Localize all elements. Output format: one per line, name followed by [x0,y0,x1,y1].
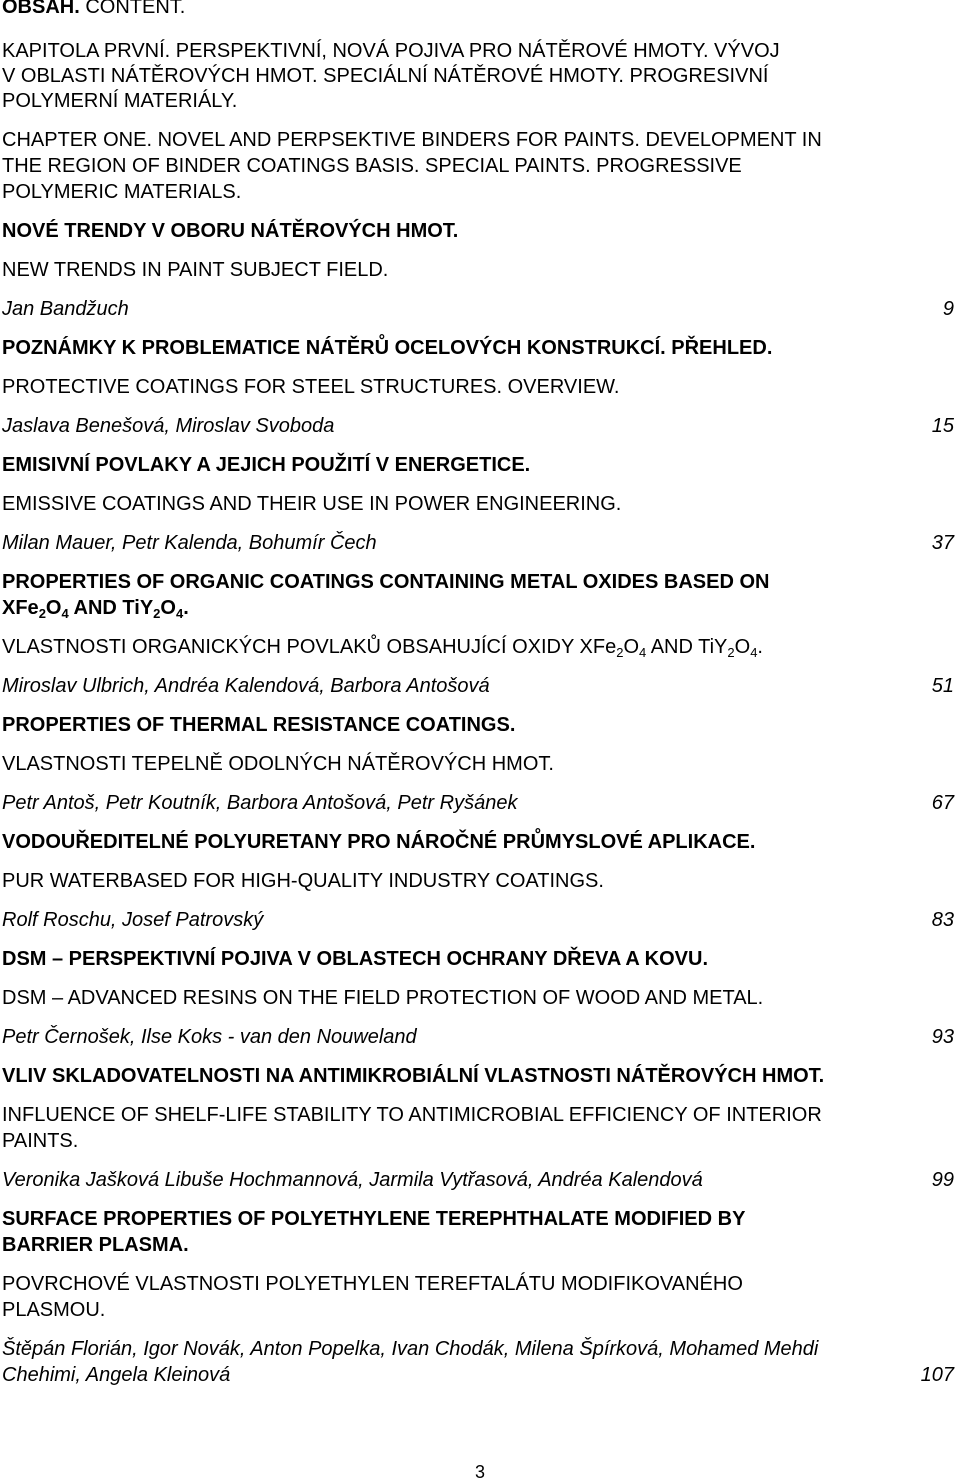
entry-9-authors-line-2: Chehimi, Angela Kleinová [2,1364,231,1386]
entry-4-page: 51 [931,675,954,697]
entry-9-title-cz-line-2: PLASMOU. [2,1299,106,1321]
entry-9-authors-row-2 [2,1362,954,1388]
chapter-title-en-line-2: THE REGION OF BINDER COATINGS BASIS. SPECIAL PAINTS. PROGRESSIVE [2,155,742,177]
chapter-title-cz-line-1: KAPITOLA PRVNÍ. PERSPEKTIVNÍ, NOVÁ POJIVA PRO NÁTĚROVÉ HMOTY. VÝVOJ [2,40,780,62]
entry-9-title-en-line-2: BARRIER PLASMA. [2,1234,189,1256]
entry-2-authors-row [2,413,954,439]
entry-5-title-en: PROPERTIES OF THERMAL RESISTANCE COATINGS. [2,714,516,736]
entry-6-title-cz: VODOUŘEDITELNÉ POLYURETANY PRO NÁROČNÉ PRŮMYSLOVÉ APLIKACE. [2,831,756,853]
entry-5-title-cz: VLASTNOSTI TEPELNĚ ODOLNÝCH NÁTĚROVÝCH HMOT. [2,753,554,775]
entry-7-authors-row [2,1024,954,1050]
chapter-title-en-line-3: POLYMERIC MATERIALS. [2,181,242,203]
entry-9-title-cz-line-1: POVRCHOVÉ VLASTNOSTI POLYETHYLEN TEREFTALÁTU MODIFIKOVANÉHO [2,1273,743,1295]
entry-2-title-cz: POZNÁMKY K PROBLEMATICE NÁTĚRŮ OCELOVÝCH KONSTRUKCÍ. PŘEHLED. [2,337,773,359]
entry-1-title-en: NEW TRENDS IN PAINT SUBJECT FIELD. [2,259,389,281]
entry-3-authors-row [2,530,954,556]
chapter-title-cz-line-2: V OBLASTI NÁTĚROVÝCH HMOT. SPECIÁLNÍ NÁTĚROVÉ HMOTY. PROGRESIVNÍ [2,65,769,87]
heading-cz: OBSAH. [2,0,80,18]
entry-5-page: 67 [931,792,954,814]
entry-1-page: 9 [942,298,954,320]
entry-4-title-en-line-1: PROPERTIES OF ORGANIC COATINGS CONTAINING METAL OXIDES BASED ON [2,571,770,593]
entry-7-page: 93 [931,1026,954,1048]
entry-8-page: 99 [931,1169,954,1191]
entry-3-title-en: EMISSIVE COATINGS AND THEIR USE IN POWER ENGINEERING. [2,493,622,515]
entry-2-title-en: PROTECTIVE COATINGS FOR STEEL STRUCTURES. OVERVIEW. [2,376,620,398]
entry-9-page: 107 [920,1364,954,1386]
entry-9-title-en-line-1: SURFACE PROPERTIES OF POLYETHYLENE TEREPHTHALATE MODIFIED BY [2,1208,746,1230]
entry-1-authors-row [2,296,954,322]
entry-2-authors: Jaslava Benešová, Miroslav Svoboda [2,415,335,437]
heading-en: CONTENT. [85,0,186,18]
entry-2-page: 15 [931,415,954,437]
entry-8-title-en-line-1: INFLUENCE OF SHELF-LIFE STABILITY TO ANTIMICROBIAL EFFICIENCY OF INTERIOR [2,1104,822,1126]
entry-7-title-en: DSM – ADVANCED RESINS ON THE FIELD PROTECTION OF WOOD AND METAL. [2,987,764,1009]
entry-6-authors: Rolf Roschu, Josef Patrovský [2,909,264,931]
entry-8-title-cz: VLIV SKLADOVATELNOSTI NA ANTIMIKROBIÁLNÍ VLASTNOSTI NÁTĚROVÝCH HMOT. [2,1065,825,1087]
entry-1-title-cz: NOVÉ TRENDY V OBORU NÁTĚROVÝCH HMOT. [2,220,459,242]
entry-5-authors: Petr Antoš, Petr Koutník, Barbora Antošová, Petr Ryšánek [2,792,518,814]
entry-1-authors: Jan Bandžuch [2,298,129,320]
chapter-title-en-line-1: CHAPTER ONE. NOVEL AND PERPSEKTIVE BINDERS FOR PAINTS. DEVELOPMENT IN [2,129,822,151]
chapter-title-cz-line-3: POLYMERNÍ MATERIÁLY. [2,90,238,112]
entry-7-authors: Petr Černošek, Ilse Koks - van den Nouweland [2,1026,417,1048]
entry-4-authors-row [2,673,954,699]
entry-6-title-en: PUR WATERBASED FOR HIGH-QUALITY INDUSTRY COATINGS. [2,870,604,892]
entry-6-authors-row [2,907,954,933]
entry-5-authors-row [2,790,954,816]
entry-4-authors: Miroslav Ulbrich, Andréa Kalendová, Barbora Antošová [2,675,490,697]
page-number: 3 [474,1462,485,1482]
toc-heading [2,0,185,20]
entry-3-page: 37 [931,532,954,554]
entry-4-title-cz: VLASTNOSTI ORGANICKÝCH POVLAKŮ OBSAHUJÍCÍ OXIDY $XFe_2O_4$ AND $TiY_2O_4$. [2,636,763,660]
entry-7-title-cz: DSM – PERSPEKTIVNÍ POJIVA V OBLASTECH OCHRANY DŘEVA A KOVU. [2,948,709,970]
entry-8-authors-row [2,1167,954,1193]
entry-6-page: 83 [931,909,954,931]
entry-4-title-en-line-2: $XFe_2O_4$ AND $TiY_2O_4$. [2,597,189,621]
entry-8-authors: Veronika Jašková Libuše Hochmannová, Jarmila Vytřasová, Andréa Kalendová [2,1169,703,1191]
entry-3-title-cz: EMISIVNÍ POVLAKY A JEJICH POUŽITÍ V ENERGETICE. [2,454,531,476]
entry-8-title-en-line-2: PAINTS. [2,1130,79,1152]
entry-3-authors: Milan Mauer, Petr Kalenda, Bohumír Čech [2,532,377,554]
entry-9-authors-line-1: Štěpán Florián, Igor Novák, Anton Popelka, Ivan Chodák, Milena Špírková, Mohamed Mehdi [2,1338,819,1360]
